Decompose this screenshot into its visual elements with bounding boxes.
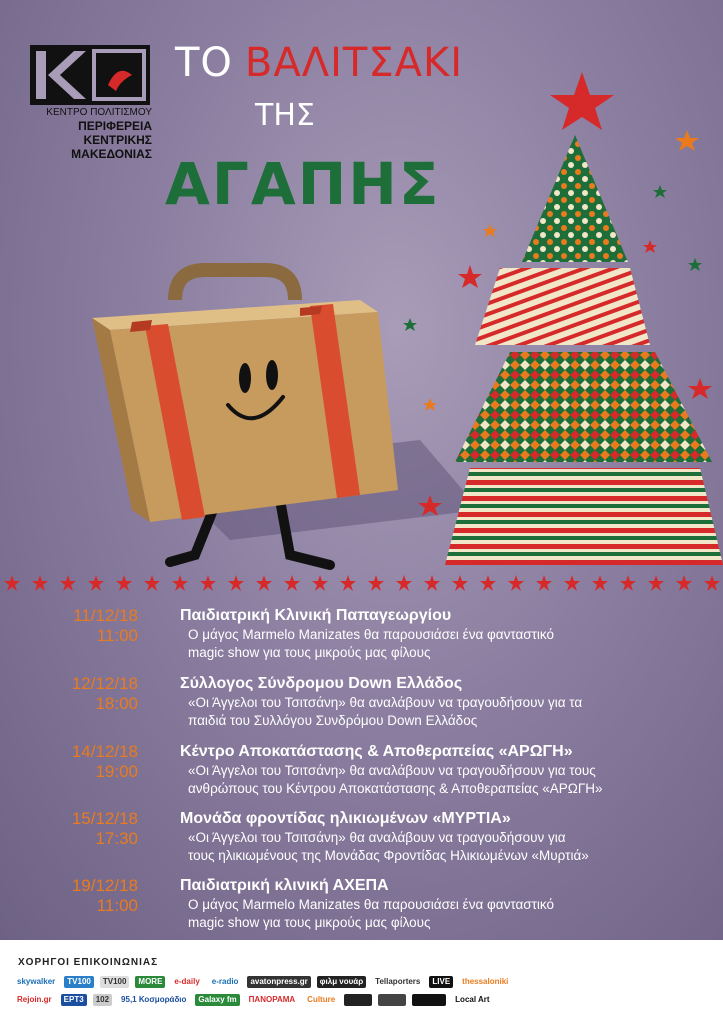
logo-line-1: ΚΕΝΤΡΟ ΠΟΛΙΤΙΣΜΟΥ	[46, 107, 152, 118]
event-time: 11:00	[96, 896, 138, 915]
title-word-love: ΑΓΑΠΗΣ	[165, 150, 441, 218]
sponsor-logo: MORE	[135, 976, 165, 988]
event-desc-line-2: παιδιά του Συλλόγου Συνδρόμου Down Ελλάδος	[188, 713, 478, 728]
event-desc-line-2: τους ηλικιωμένους της Μονάδας Φροντίδας Ηλικιωμένων «Μυρτιά»	[188, 848, 589, 863]
event-desc-line-2: ανθρώπους του Κέντρου Αποκατάστασης & Αποθεραπείας «ΑΡΩΓΗ»	[188, 781, 603, 796]
title-word-of: ΤΗΣ	[255, 98, 315, 133]
event-title: Μονάδα φροντίδας ηλικιωμένων «ΜΥΡΤΙΑ»	[180, 810, 511, 827]
sponsor-logo: thessaloniki	[462, 977, 509, 986]
event-desc-line-1: «Οι Άγγελοι του Τσιτσάνη» θα αναλάβουν να τραγουδήσουν για τους	[188, 763, 596, 778]
sponsor-logo: φιλμ νουάρ	[317, 976, 366, 988]
sponsors-section	[0, 940, 723, 1024]
event-date: 11/12/18	[73, 606, 138, 625]
sponsor-logo: TV100	[64, 976, 94, 988]
event-desc-line-1: Ο μάγος Marmelo Manizates θα παρουσιάσει ένα φανταστικό	[188, 897, 555, 912]
sponsor-logo: e-daily	[174, 977, 200, 986]
sponsor-logo: ΠΑΝΟΡΑΜΑ	[248, 995, 296, 1004]
sponsors-row-2	[14, 994, 493, 1006]
sponsor-logo: LIVE	[429, 976, 453, 988]
logo-line-2: ΠΕΡΙΦΕΡΕΙΑ	[78, 119, 152, 133]
event-title: Σύλλογος Σύνδρομου Down Ελλάδος	[180, 675, 463, 692]
logo-line-3: ΚΕΝΤΡΙΚΗΣ	[83, 133, 152, 147]
sponsor-logo: 102	[93, 994, 112, 1006]
event-time: 11:00	[96, 626, 138, 645]
sponsor-logo: avatonpress.gr	[247, 976, 310, 988]
event-date: 19/12/18	[71, 876, 138, 895]
sponsor-logo: 95,1 Κοσμοράδιο	[121, 995, 187, 1004]
event-desc-line-1: «Οι Άγγελοι του Τσιτσάνη» θα αναλάβουν να τραγουδήσουν για τα	[188, 695, 583, 710]
event-desc-line-1: «Οι Άγγελοι του Τσιτσάνη» θα αναλάβουν να τραγουδήσουν για	[188, 830, 566, 845]
event-title: Κέντρο Αποκατάστασης & Αποθεραπείας «ΑΡΩΓΗ»	[180, 743, 573, 760]
sponsor-logo	[344, 994, 372, 1006]
event-time: 17:30	[95, 829, 138, 848]
event-time: 18:00	[95, 694, 138, 713]
sponsor-logo: Culture	[307, 995, 336, 1004]
sponsor-logo: ΕΡΤ3	[61, 994, 87, 1006]
sponsor-logo: skywalker	[17, 977, 56, 986]
sponsor-logo	[412, 994, 446, 1006]
sponsor-logo: Local Art	[455, 995, 490, 1004]
event-time: 19:00	[95, 762, 138, 781]
event-date: 14/12/18	[71, 742, 138, 761]
sponsors-row-1	[14, 976, 511, 988]
sponsor-logo: TV100	[100, 976, 130, 988]
event-title: Παιδιατρική κλινική ΑΧΕΠΑ	[180, 877, 389, 894]
sponsor-logo	[378, 994, 406, 1006]
suitcase-illustration	[92, 270, 398, 522]
event-date: 12/12/18	[71, 674, 138, 693]
sponsors-title: ΧΟΡΗΓΟΙ ΕΠΙΚΟΙΝΩΝΙΑΣ	[18, 957, 159, 968]
sponsor-logo: Rejoin.gr	[17, 995, 52, 1004]
sponsor-logo: Galaxy fm	[195, 994, 239, 1006]
logo-line-4: ΜΑΚΕΔΟΝΙΑΣ	[71, 147, 152, 161]
stars-divider	[0, 573, 723, 593]
event-desc-line-2: magic show για τους μικρούς μας φίλους	[188, 645, 431, 660]
event-desc-line-2: magic show για τους μικρούς μας φίλους	[188, 915, 431, 930]
title-word-to: ΤΟ	[175, 40, 233, 86]
sponsor-logo: Tellaporters	[375, 977, 421, 986]
title-word-suitcase: ΒΑΛΙΤΣΑΚΙ	[244, 40, 463, 86]
event-desc-line-1: Ο μάγος Marmelo Manizates θα παρουσιάσει ένα φανταστικό	[188, 627, 555, 642]
event-date: 15/12/18	[71, 809, 138, 828]
sponsor-logo: e-radio	[211, 977, 239, 986]
event-title: Παιδιατρική Κλινική Παπαγεωργίου	[180, 607, 452, 624]
